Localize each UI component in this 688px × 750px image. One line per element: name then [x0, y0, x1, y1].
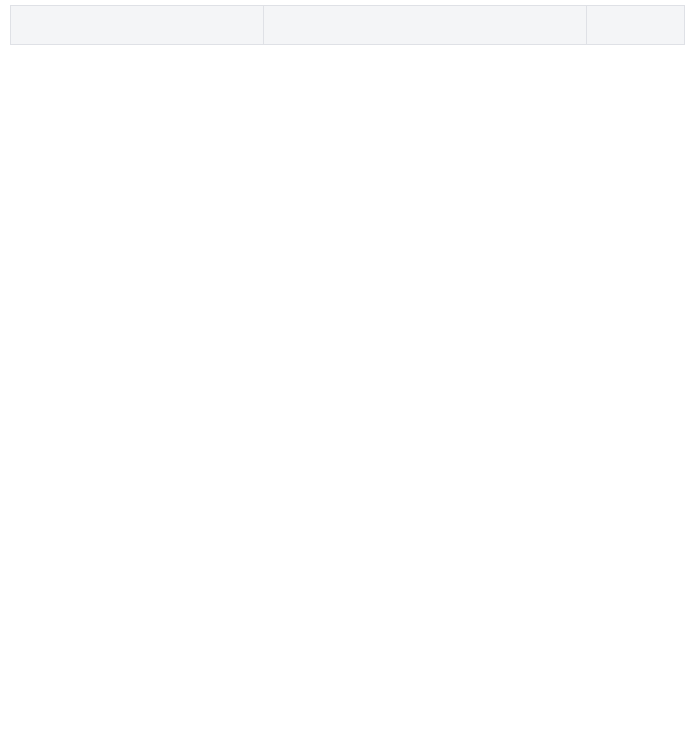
- issues-table: [10, 5, 685, 45]
- table-header-row: [11, 6, 685, 45]
- release-notes-table-container: [10, 5, 685, 45]
- header-status: [587, 6, 685, 45]
- header-summary: [264, 6, 587, 45]
- header-issue: [11, 6, 264, 45]
